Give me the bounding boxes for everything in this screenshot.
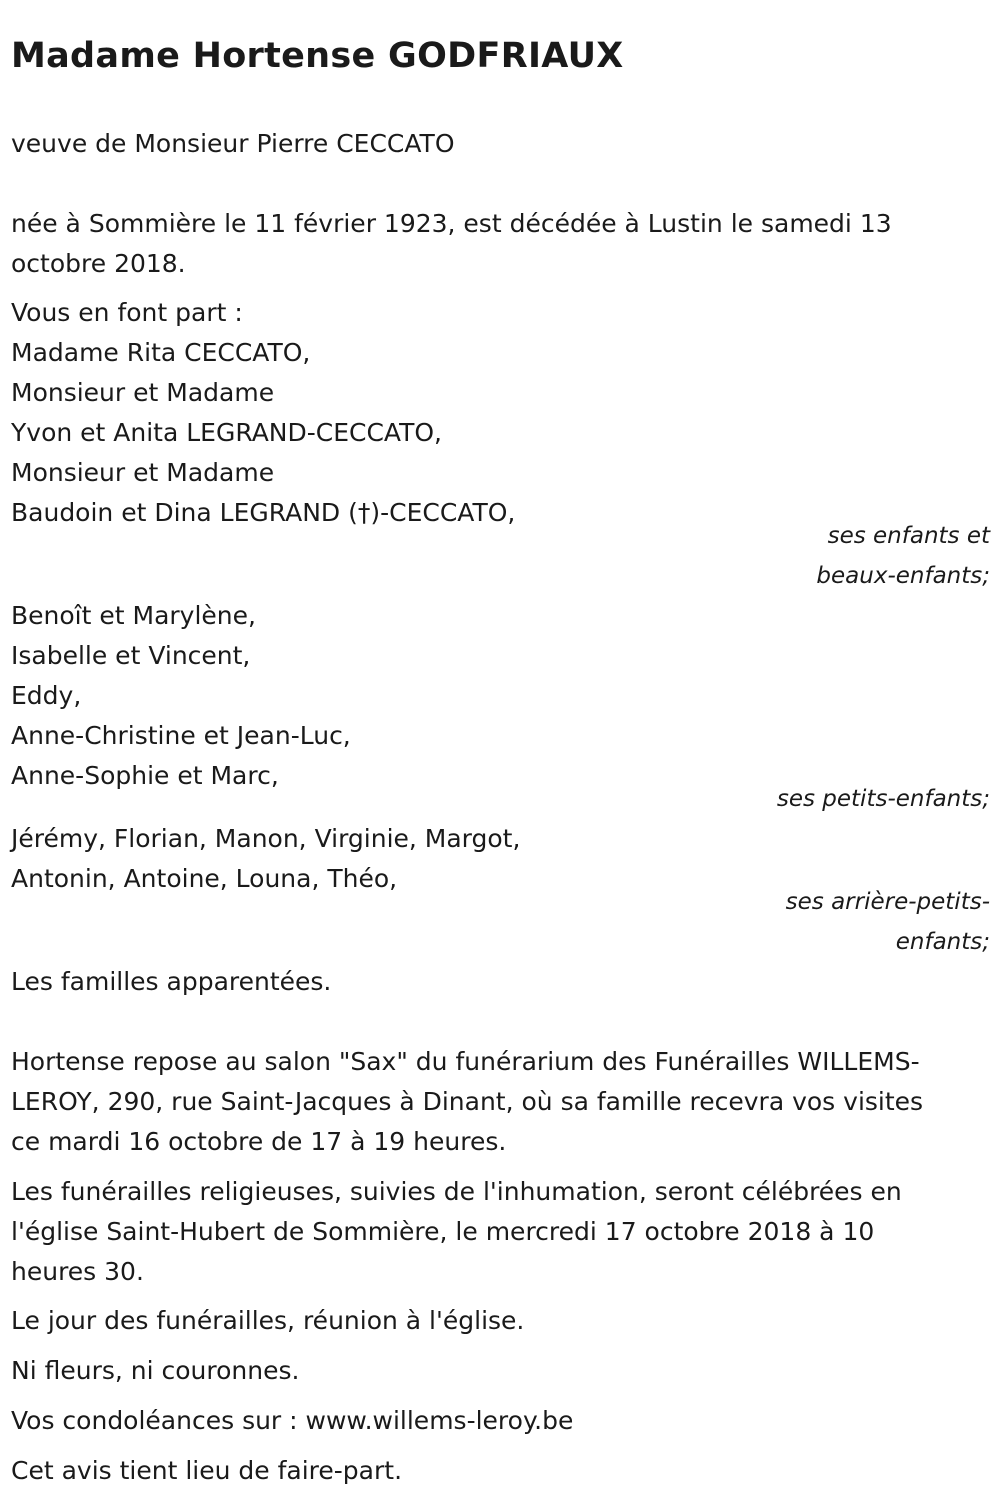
- relatives-line: Les familles apparentées.: [11, 967, 332, 996]
- widow-of-line: veuve de Monsieur Pierre CECCATO: [11, 129, 455, 158]
- children-label-line-2: beaux-enfants;: [816, 563, 990, 589]
- great-grandchildren-label-line-2: enfants;: [895, 929, 990, 955]
- funeral-line: heures 30.: [11, 1257, 144, 1286]
- child-line: Baudoin et Dina LEGRAND (†)-CECCATO,: [11, 498, 516, 527]
- page-title: Madame Hortense GODFRIAUX: [11, 36, 624, 76]
- great-grandchild-line: Antonin, Antoine, Louna, Théo,: [11, 864, 398, 893]
- grandchild-line: Isabelle et Vincent,: [11, 641, 251, 670]
- great-grandchild-line: Jérémy, Florian, Manon, Virginie, Margot,: [11, 824, 521, 853]
- no-flowers-line: Ni fleurs, ni couronnes.: [11, 1356, 300, 1385]
- announcement-intro: Vous en font part :: [11, 298, 243, 327]
- funeral-line: l'église Saint-Hubert de Sommière, le mercredi 17 octobre 2018 à 10: [11, 1217, 875, 1246]
- child-line: Madame Rita CECCATO,: [11, 338, 311, 367]
- grandchild-line: Benoît et Marylène,: [11, 601, 256, 630]
- visitation-line: LEROY, 290, rue Saint-Jacques à Dinant, où sa famille recevra vos visites: [11, 1087, 924, 1116]
- funeral-line: Les funérailles religieuses, suivies de l'inhumation, seront célébrées en: [11, 1177, 902, 1206]
- grandchild-line: Eddy,: [11, 681, 82, 710]
- child-line: Monsieur et Madame: [11, 378, 275, 407]
- visitation-line: Hortense repose au salon "Sax" du funérarium des Funérailles WILLEMS-: [11, 1047, 920, 1076]
- condolences-line: Vos condoléances sur : www.willems-leroy.be: [11, 1406, 574, 1435]
- children-label-line-1: ses enfants et: [827, 523, 990, 549]
- grandchild-line: Anne-Sophie et Marc,: [11, 761, 279, 790]
- child-line: Yvon et Anita LEGRAND-CECCATO,: [11, 418, 442, 447]
- birth-death-line-1: née à Sommière le 11 février 1923, est décédée à Lustin le samedi 13: [11, 209, 892, 238]
- grandchildren-label: ses petits-enfants;: [776, 786, 990, 812]
- visitation-line: ce mardi 16 octobre de 17 à 19 heures.: [11, 1127, 507, 1156]
- birth-death-line-2: octobre 2018.: [11, 249, 186, 278]
- great-grandchildren-label-line-1: ses arrière-petits-: [785, 889, 990, 915]
- meeting-line: Le jour des funérailles, réunion à l'église.: [11, 1306, 525, 1335]
- notice-line: Cet avis tient lieu de faire-part.: [11, 1456, 403, 1485]
- grandchild-line: Anne-Christine et Jean-Luc,: [11, 721, 351, 750]
- child-line: Monsieur et Madame: [11, 458, 275, 487]
